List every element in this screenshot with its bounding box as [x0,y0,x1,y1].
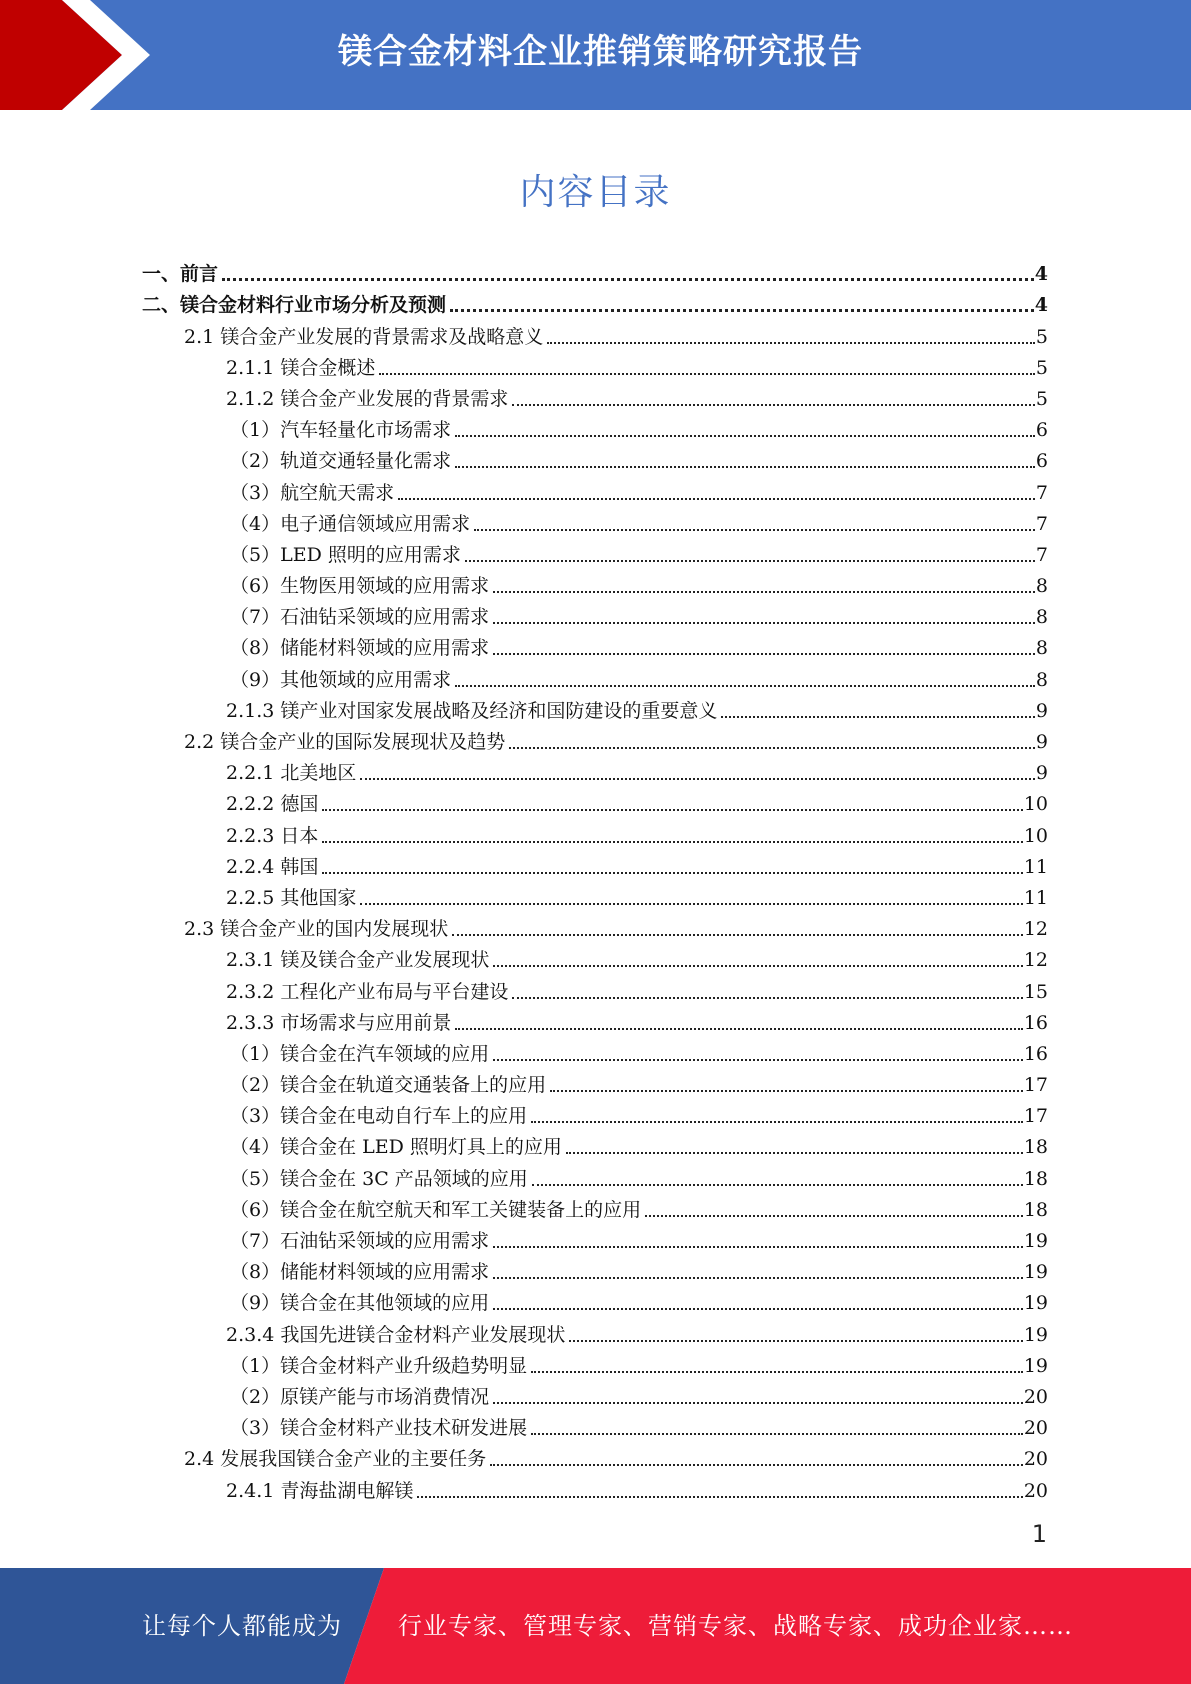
toc-dot-leader [417,1495,1022,1498]
toc-entry-title: 2.3.2 工程化产业布局与平台建设 [226,980,509,1003]
report-title: 镁合金材料企业推销策略研究报告 [338,32,863,72]
toc-entry-title: （8）储能材料领域的应用需求 [230,637,490,660]
toc-dot-leader [493,1307,1023,1310]
toc-entry-page: 7 [1035,543,1048,566]
toc-entry-title: 2.3.1 镁及镁合金产业发展现状 [226,949,490,972]
toc-entry-page: 7 [1035,512,1048,535]
toc-entry[interactable] [142,1158,1048,1189]
toc-entry-title: 2.1.2 镁合金产业发展的背景需求 [226,387,509,410]
toc-entry-page: 18 [1023,1167,1048,1190]
toc-dot-leader [493,964,1022,967]
toc-entry-page: 17 [1023,1105,1048,1128]
toc-entry[interactable] [142,504,1048,535]
toc-entry[interactable] [142,628,1048,659]
toc-entry-title: 二、镁合金材料行业市场分析及预测 [142,294,447,317]
toc-dot-leader [531,1120,1023,1123]
footer-slogan-left: 让每个人都能成为 [142,1612,342,1640]
toc-entry[interactable] [142,1190,1048,1221]
toc-entry-title: 2.2.2 德国 [226,793,319,816]
toc-dot-leader [493,1276,1023,1279]
toc-entry[interactable] [142,597,1048,628]
toc-entry[interactable] [142,1283,1048,1314]
toc-dot-leader [569,1339,1022,1342]
toc-entry-page: 12 [1023,949,1048,972]
toc-entry-title: （1）镁合金在汽车领域的应用 [230,1042,490,1065]
toc-entry[interactable] [142,784,1048,815]
toc-entry-title: 2.2.4 韩国 [226,855,319,878]
toc-entry-page: 10 [1023,793,1048,816]
toc-dot-leader [547,341,1035,344]
toc-entry-page: 19 [1023,1261,1048,1284]
toc-dot-leader [360,777,1035,780]
toc-entry[interactable] [142,1470,1048,1501]
toc-dot-leader [455,434,1035,437]
toc-entry-title: 2.2.5 其他国家 [226,886,357,909]
toc-dot-leader [452,933,1023,936]
toc-entry-page: 8 [1035,606,1048,629]
toc-entry-title: 2.4.1 青海盐湖电解镁 [226,1479,414,1502]
toc-dot-leader [509,746,1035,749]
footer-slogan-right: 行业专家、管理专家、营销专家、战略专家、成功企业家…… [398,1612,1073,1640]
toc-dot-leader [493,621,1035,624]
toc-entry-title: （9）镁合金在其他领域的应用 [230,1292,490,1315]
toc-entry-title: （3）镁合金材料产业技术研发进展 [230,1417,528,1440]
toc-entry-page: 16 [1023,1011,1048,1034]
toc-dot-leader [450,308,1034,312]
toc-entry[interactable] [142,535,1048,566]
toc-entry-page: 16 [1023,1042,1048,1065]
toc-entry-title: 2.3 镁合金产业的国内发展现状 [184,918,449,941]
toc-entry[interactable] [142,316,1048,347]
toc-entry[interactable] [142,847,1048,878]
toc-entry-title: （1）汽车轻量化市场需求 [230,419,452,442]
toc-entry-page: 6 [1035,419,1048,442]
toc-entry[interactable] [142,1127,1048,1158]
toc-heading: 内容目录 [519,172,672,213]
toc-entry-page: 20 [1023,1479,1048,1502]
toc-entry[interactable] [142,1439,1048,1470]
toc-entry[interactable] [142,1065,1048,1096]
toc-entry[interactable] [142,940,1048,971]
toc-entry[interactable] [142,1346,1048,1377]
toc-dot-leader [493,1058,1023,1061]
toc-dot-leader [360,902,1022,905]
toc-entry[interactable] [142,1314,1048,1345]
toc-entry-page: 19 [1023,1354,1048,1377]
toc-entry-page: 20 [1023,1448,1048,1471]
toc-entry[interactable] [142,254,1048,285]
toc-entry[interactable] [142,1377,1048,1408]
toc-entry[interactable] [142,1408,1048,1439]
toc-entry-title: （5）LED 照明的应用需求 [230,543,461,566]
toc-dot-leader [531,1370,1023,1373]
toc-entry-page: 4 [1034,263,1048,286]
toc-entry-page: 9 [1035,762,1048,785]
toc-entry-title: 2.1.1 镁合金概述 [226,356,376,379]
toc-dot-leader [493,590,1035,593]
toc-entry-page: 15 [1023,980,1048,1003]
toc-dot-leader [493,652,1035,655]
toc-entry-title: 2.3.4 我国先进镁合金材料产业发展现状 [226,1323,566,1346]
toc-entry[interactable] [142,971,1048,1002]
toc-dot-leader [322,840,1022,843]
toc-entry[interactable] [142,909,1048,940]
toc-entry-title: （3）航空航天需求 [230,481,395,504]
toc-dot-leader [455,465,1035,468]
toc-entry-title: 2.2.3 日本 [226,824,319,847]
toc-entry-page: 9 [1035,699,1048,722]
toc-entry-title: 2.1 镁合金产业发展的背景需求及战略意义 [184,325,544,348]
toc-entry-title: 2.1.3 镁产业对国家发展战略及经济和国防建设的重要意义 [226,699,718,722]
toc-entry-page: 5 [1035,356,1048,379]
toc-dot-leader [465,559,1035,562]
toc-entry-page: 18 [1023,1136,1048,1159]
toc-dot-leader [493,1401,1023,1404]
toc-entry-page: 20 [1023,1385,1048,1408]
toc-entry[interactable] [142,1096,1048,1127]
toc-entry-page: 6 [1035,450,1048,473]
table-of-contents [142,254,1048,1502]
toc-entry-title: （5）镁合金在 3C 产品领域的应用 [230,1167,528,1190]
toc-entry[interactable] [142,379,1048,410]
toc-entry-page: 12 [1023,918,1048,941]
toc-dot-leader [222,277,1034,281]
toc-entry[interactable] [142,566,1048,597]
toc-entry-page: 5 [1035,387,1048,410]
toc-entry[interactable] [142,410,1048,441]
toc-entry[interactable] [142,659,1048,690]
toc-entry[interactable] [142,753,1048,784]
footer-banner [0,1568,1191,1684]
toc-entry-page: 11 [1023,886,1048,909]
toc-dot-leader [532,1183,1023,1186]
toc-entry[interactable] [142,472,1048,503]
toc-dot-leader [322,871,1022,874]
toc-dot-leader [455,684,1035,687]
toc-entry-title: （1）镁合金材料产业升级趋势明显 [230,1354,528,1377]
toc-entry-page: 7 [1035,481,1048,504]
toc-entry-page: 17 [1023,1074,1048,1097]
toc-entry-page: 10 [1023,824,1048,847]
toc-entry-title: （4）镁合金在 LED 照明灯具上的应用 [230,1136,562,1159]
toc-entry[interactable] [142,1252,1048,1283]
toc-entry-title: （7）石油钻采领域的应用需求 [230,606,490,629]
toc-dot-leader [474,528,1035,531]
toc-entry-title: 2.2.1 北美地区 [226,762,357,785]
toc-entry-title: （7）石油钻采领域的应用需求 [230,1230,490,1252]
toc-dot-leader [512,996,1022,999]
toc-entry-title: 2.4 发展我国镁合金产业的主要任务 [184,1448,487,1471]
toc-entry[interactable] [142,722,1048,753]
toc-dot-leader [550,1089,1023,1092]
toc-entry-page: 20 [1023,1417,1048,1440]
toc-entry-title: 2.3.3 市场需求与应用前景 [226,1011,452,1034]
toc-entry[interactable] [142,878,1048,909]
toc-entry[interactable] [142,441,1048,472]
toc-entry[interactable] [142,1221,1048,1252]
toc-entry-title: （4）电子通信领域应用需求 [230,512,471,535]
toc-entry[interactable] [142,1003,1048,1034]
toc-dot-leader [566,1151,1023,1154]
toc-entry[interactable] [142,815,1048,846]
toc-dot-leader [398,497,1035,500]
toc-entry-title: （9）其他领域的应用需求 [230,668,452,691]
toc-dot-leader [455,1027,1022,1030]
toc-entry[interactable] [142,285,1048,316]
page-number: 1 [1031,1520,1047,1548]
toc-dot-leader [379,372,1035,375]
toc-entry-page: 5 [1035,325,1048,348]
toc-entry-title: （2）轨道交通轻量化需求 [230,450,452,473]
toc-dot-leader [645,1214,1023,1217]
toc-dot-leader [721,715,1035,718]
toc-entry-title: （3）镁合金在电动自行车上的应用 [230,1105,528,1128]
toc-dot-leader [490,1463,1023,1466]
toc-dot-leader [512,403,1035,406]
toc-entry[interactable] [142,691,1048,722]
toc-entry-page: 8 [1035,668,1048,691]
toc-entry-page: 9 [1035,731,1048,753]
toc-entry-title: （2）原镁产能与市场消费情况 [230,1385,490,1408]
toc-entry[interactable] [142,1034,1048,1065]
toc-dot-leader [493,1245,1023,1248]
toc-entry-page: 19 [1023,1292,1048,1315]
toc-entry-page: 8 [1035,575,1048,598]
toc-entry-page: 18 [1023,1198,1048,1221]
toc-entry-page: 8 [1035,637,1048,660]
toc-entry-page: 19 [1023,1230,1048,1252]
toc-entry-title: （8）储能材料领域的应用需求 [230,1261,490,1284]
toc-entry-title: 2.2 镁合金产业的国际发展现状及趋势 [184,731,506,753]
toc-entry-title: （2）镁合金在轨道交通装备上的应用 [230,1074,547,1097]
toc-entry-title: （6）生物医用领域的应用需求 [230,575,490,598]
toc-entry-title: 一、前言 [142,263,219,286]
toc-entry[interactable] [142,348,1048,379]
toc-dot-leader [322,808,1022,811]
toc-entry-page: 19 [1023,1323,1048,1346]
toc-dot-leader [531,1432,1023,1435]
header-banner [0,0,1191,110]
toc-entry-page: 4 [1034,294,1048,317]
toc-entry-title: （6）镁合金在航空航天和军工关键装备上的应用 [230,1198,642,1221]
toc-entry-page: 11 [1023,855,1048,878]
